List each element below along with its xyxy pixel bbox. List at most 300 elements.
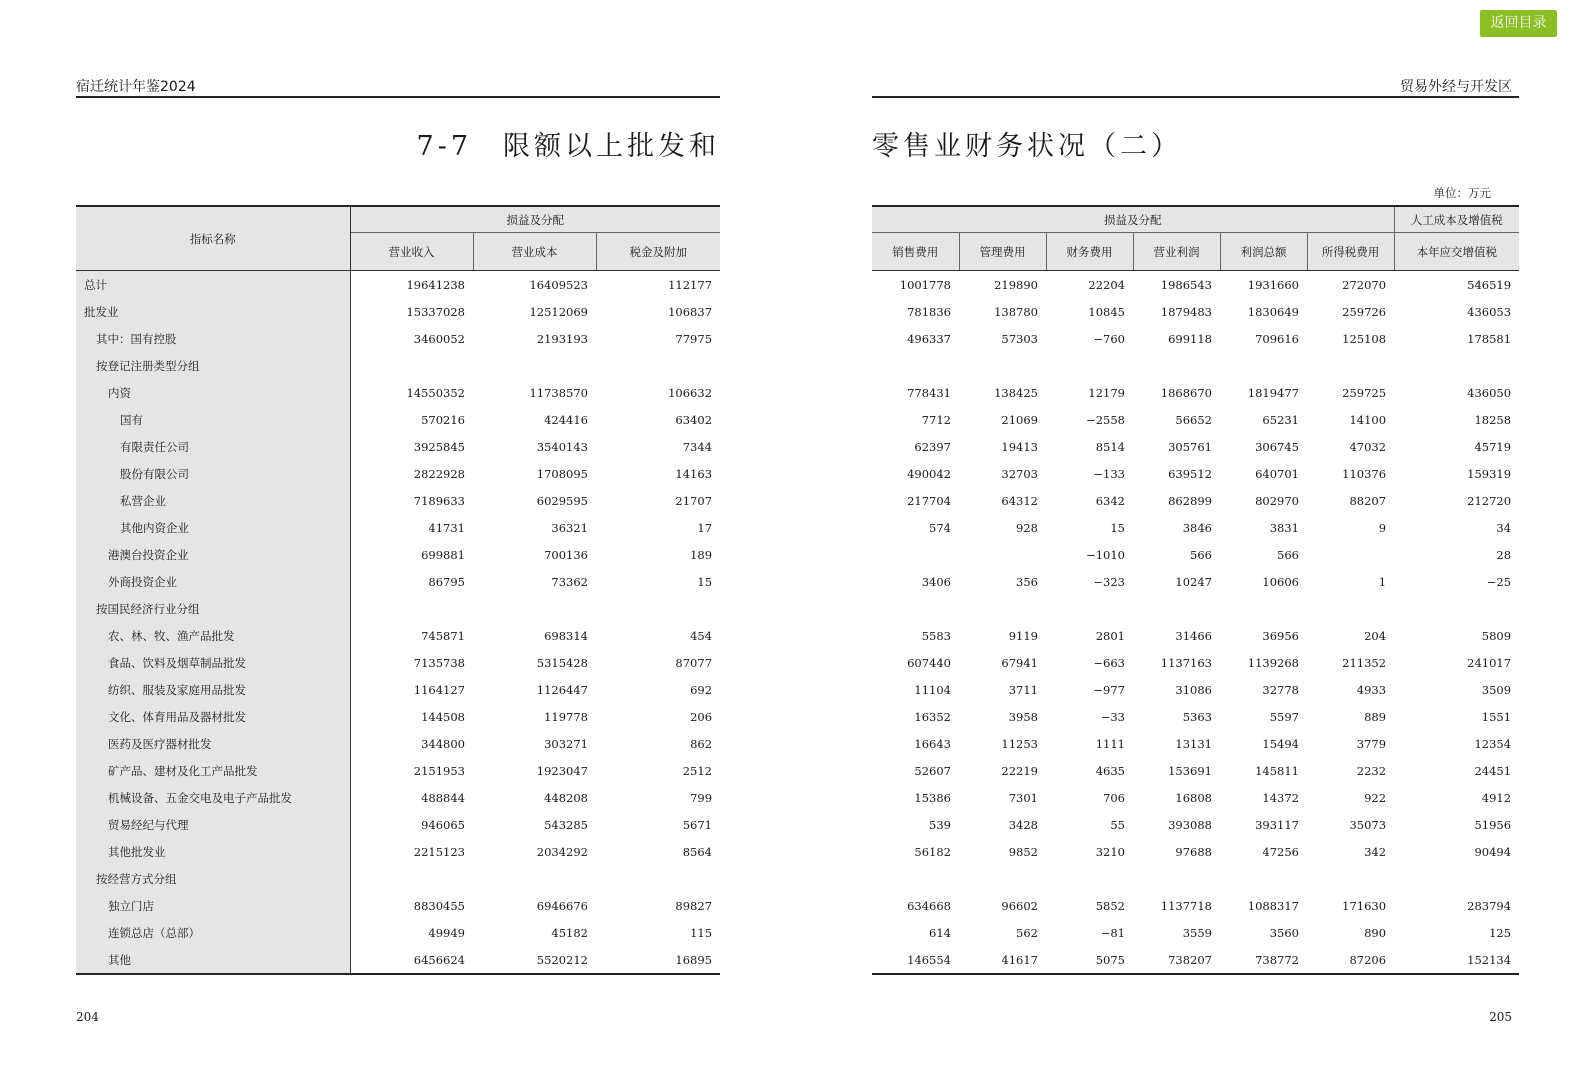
row-label: 股份有限公司 bbox=[76, 460, 350, 487]
table-cell: 89827 bbox=[675, 898, 713, 913]
table-cell: 4912 bbox=[1481, 790, 1512, 805]
table-cell: 144508 bbox=[421, 709, 465, 724]
row-label: 食品、饮料及烟草制品批发 bbox=[76, 649, 350, 676]
table-cell: 41731 bbox=[428, 520, 465, 535]
table-row bbox=[872, 541, 1519, 568]
table-cell: 97688 bbox=[1175, 844, 1212, 859]
table-cell: 15 bbox=[697, 574, 713, 589]
table-cell: 153691 bbox=[1168, 763, 1212, 778]
table-cell: 1137163 bbox=[1160, 655, 1212, 670]
row-label: 外商投资企业 bbox=[76, 568, 350, 595]
table-cell bbox=[1307, 541, 1394, 568]
table-cell: 146554 bbox=[907, 952, 951, 967]
table-cell: 3406 bbox=[921, 574, 951, 589]
table-cell: 699881 bbox=[421, 547, 465, 562]
table-row bbox=[872, 784, 1519, 811]
table-cell: 21069 bbox=[1001, 412, 1038, 427]
table-cell: 12179 bbox=[1088, 385, 1125, 400]
table-row bbox=[872, 379, 1519, 406]
row-label: 机械设备、五金交电及电子产品批发 bbox=[76, 784, 350, 811]
table-cell: 67941 bbox=[1001, 655, 1038, 670]
table-row bbox=[76, 541, 720, 568]
table-cell: 3560 bbox=[1269, 925, 1299, 940]
table-cell: 393117 bbox=[1255, 817, 1299, 832]
header-rule-left bbox=[76, 96, 720, 98]
table-cell bbox=[1394, 595, 1519, 622]
table-cell: −663 bbox=[1093, 655, 1125, 670]
table-row bbox=[872, 352, 1519, 379]
table-cell bbox=[959, 865, 1046, 892]
row-label: 文化、体育用品及器材批发 bbox=[76, 703, 350, 730]
table-cell: 5363 bbox=[1182, 709, 1212, 724]
table-cell: 342 bbox=[1364, 844, 1387, 859]
table-cell: 781836 bbox=[907, 304, 951, 319]
table-cell: 241017 bbox=[1467, 655, 1512, 670]
left-data-table bbox=[76, 205, 720, 975]
table-row bbox=[872, 838, 1519, 865]
table-cell: 119778 bbox=[544, 709, 588, 724]
row-label: 总计 bbox=[76, 271, 350, 299]
col-vat-header: 本年应交增值税 bbox=[1394, 233, 1519, 271]
table-cell: 10845 bbox=[1088, 304, 1125, 319]
table-row bbox=[76, 892, 720, 919]
col-admin-expense-header: 管理费用 bbox=[959, 233, 1046, 271]
col-tax-header: 税金及附加 bbox=[596, 233, 720, 271]
table-cell: −133 bbox=[1093, 466, 1125, 481]
row-label: 纺织、服装及家庭用品批发 bbox=[76, 676, 350, 703]
table-cell: 3428 bbox=[1008, 817, 1038, 832]
table-cell: 259726 bbox=[1342, 304, 1387, 319]
table-cell: −1010 bbox=[1086, 547, 1125, 562]
table-row bbox=[76, 784, 720, 811]
table-cell: 14163 bbox=[675, 466, 713, 481]
table-cell: 9 bbox=[1378, 520, 1387, 535]
table-cell: 6946676 bbox=[536, 898, 588, 913]
table-cell: 700136 bbox=[544, 547, 588, 562]
table-cell: 138425 bbox=[994, 385, 1038, 400]
table-cell: 90494 bbox=[1474, 844, 1512, 859]
table-cell: 259725 bbox=[1342, 385, 1387, 400]
table-cell: 454 bbox=[690, 628, 713, 643]
table-cell: 152134 bbox=[1467, 952, 1512, 967]
table-row bbox=[76, 595, 720, 622]
table-cell: 36321 bbox=[551, 520, 588, 535]
table-cell: 356 bbox=[1016, 574, 1038, 589]
table-row bbox=[76, 460, 720, 487]
table-row bbox=[872, 892, 1519, 919]
table-row bbox=[76, 568, 720, 595]
table-cell: 96602 bbox=[1001, 898, 1038, 913]
row-label: 有限责任公司 bbox=[76, 433, 350, 460]
table-cell: 802970 bbox=[1255, 493, 1299, 508]
row-label: 农、林、牧、渔产品批发 bbox=[76, 622, 350, 649]
table-cell: 640701 bbox=[1255, 466, 1299, 481]
table-row bbox=[872, 595, 1519, 622]
table-cell: 22219 bbox=[1001, 763, 1038, 778]
table-cell: 12354 bbox=[1474, 736, 1512, 751]
table-cell: 1001778 bbox=[899, 277, 951, 292]
table-cell: 49949 bbox=[428, 925, 465, 940]
table-cell: 738207 bbox=[1168, 952, 1212, 967]
table-row bbox=[872, 865, 1519, 892]
table-cell: 709616 bbox=[1255, 331, 1299, 346]
table-cell: 178581 bbox=[1467, 331, 1512, 346]
table-cell: −323 bbox=[1093, 574, 1125, 589]
table-cell: 5671 bbox=[682, 817, 713, 832]
table-cell: 1164127 bbox=[413, 682, 465, 697]
table-cell: 639512 bbox=[1168, 466, 1212, 481]
table-row bbox=[76, 676, 720, 703]
table-cell: 5315428 bbox=[536, 655, 588, 670]
table-cell: 159319 bbox=[1467, 466, 1512, 481]
table-cell: 9852 bbox=[1008, 844, 1038, 859]
table-cell: 8514 bbox=[1095, 439, 1125, 454]
table-row bbox=[76, 703, 720, 730]
table-cell: 570216 bbox=[421, 412, 465, 427]
table-cell bbox=[872, 865, 959, 892]
table-cell: 171630 bbox=[1342, 898, 1387, 913]
table-cell: 11738570 bbox=[529, 385, 588, 400]
col-finance-expense-header: 财务费用 bbox=[1046, 233, 1133, 271]
table-cell: 4933 bbox=[1356, 682, 1387, 697]
table-cell: 692 bbox=[690, 682, 713, 697]
table-cell: 88207 bbox=[1349, 493, 1387, 508]
table-cell: 6029595 bbox=[536, 493, 588, 508]
table-cell: −81 bbox=[1100, 925, 1125, 940]
table-cell: 305761 bbox=[1168, 439, 1212, 454]
table-cell: 2215123 bbox=[413, 844, 465, 859]
table-row bbox=[872, 946, 1519, 974]
col-operating-profit-header: 营业利润 bbox=[1133, 233, 1220, 271]
table-cell: 110376 bbox=[1342, 466, 1387, 481]
table-cell: 1819477 bbox=[1247, 385, 1299, 400]
table-cell: 18258 bbox=[1474, 412, 1512, 427]
table-row bbox=[872, 487, 1519, 514]
table-cell bbox=[596, 352, 720, 379]
col-cost-header: 营业成本 bbox=[473, 233, 596, 271]
table-cell: 2232 bbox=[1356, 763, 1387, 778]
table-cell: 36956 bbox=[1262, 628, 1299, 643]
table-cell bbox=[473, 865, 596, 892]
table-cell: 15386 bbox=[914, 790, 951, 805]
table-cell: 448208 bbox=[544, 790, 588, 805]
table-cell: 62397 bbox=[914, 439, 951, 454]
col-revenue-header: 营业收入 bbox=[350, 233, 473, 271]
table-cell: 3540143 bbox=[536, 439, 588, 454]
table-cell: 7712 bbox=[921, 412, 951, 427]
table-cell: 15494 bbox=[1262, 736, 1299, 751]
table-cell: 41617 bbox=[1001, 952, 1038, 967]
table-cell bbox=[1220, 595, 1307, 622]
table-row bbox=[76, 946, 720, 974]
table-cell: 496337 bbox=[907, 331, 951, 346]
table-row bbox=[76, 379, 720, 406]
table-cell: 189 bbox=[690, 547, 713, 562]
table-cell: 3559 bbox=[1182, 925, 1212, 940]
table-cell: 8564 bbox=[682, 844, 713, 859]
table-cell: 1126447 bbox=[536, 682, 588, 697]
table-cell: 125 bbox=[1489, 925, 1512, 940]
table-cell bbox=[350, 352, 473, 379]
table-cell: 2193193 bbox=[536, 331, 588, 346]
table-cell: 34 bbox=[1496, 520, 1512, 535]
table-cell bbox=[473, 595, 596, 622]
table-row bbox=[76, 325, 720, 352]
table-cell: 5597 bbox=[1269, 709, 1299, 724]
row-label: 按登记注册类型分组 bbox=[76, 352, 350, 379]
row-label: 港澳台投资企业 bbox=[76, 541, 350, 568]
table-row bbox=[872, 514, 1519, 541]
table-row bbox=[76, 919, 720, 946]
section-title: 贸易外经与开发区 bbox=[1400, 79, 1512, 95]
page-number-left: 204 bbox=[76, 1010, 99, 1024]
table-cell: 1931660 bbox=[1247, 277, 1299, 292]
table-cell: 14372 bbox=[1262, 790, 1299, 805]
table-cell bbox=[1133, 595, 1220, 622]
table-row bbox=[76, 514, 720, 541]
table-cell: 928 bbox=[1016, 520, 1038, 535]
table-row bbox=[76, 487, 720, 514]
table-row bbox=[76, 730, 720, 757]
table-cell bbox=[1046, 595, 1133, 622]
table-cell: 566 bbox=[1190, 547, 1212, 562]
table-cell: 22204 bbox=[1088, 277, 1125, 292]
table-cell: 699118 bbox=[1168, 331, 1212, 346]
table-cell bbox=[350, 865, 473, 892]
table-cell: 32778 bbox=[1262, 682, 1299, 697]
table-cell: 3509 bbox=[1481, 682, 1512, 697]
table-cell: 393088 bbox=[1168, 817, 1212, 832]
table-cell: 1137718 bbox=[1160, 898, 1212, 913]
col-sales-expense-header: 销售费用 bbox=[872, 233, 959, 271]
table-cell: 5583 bbox=[921, 628, 951, 643]
table-cell: 64312 bbox=[1001, 493, 1038, 508]
table-cell: 15 bbox=[1110, 520, 1125, 535]
table-cell: 490042 bbox=[907, 466, 951, 481]
table-cell: 115 bbox=[690, 925, 713, 940]
table-cell: 1986543 bbox=[1160, 277, 1212, 292]
table-cell: 3958 bbox=[1008, 709, 1038, 724]
table-row bbox=[76, 838, 720, 865]
table-cell bbox=[1307, 352, 1394, 379]
table-cell: 862 bbox=[690, 736, 713, 751]
row-label: 批发业 bbox=[76, 298, 350, 325]
table-cell: 1 bbox=[1378, 574, 1387, 589]
table-cell: 28 bbox=[1496, 547, 1512, 562]
table-cell: 1868670 bbox=[1160, 385, 1212, 400]
labor-cost-vat-header: 人工成本及增值税 bbox=[1394, 206, 1519, 233]
table-cell: 303271 bbox=[544, 736, 588, 751]
table-cell: 2151953 bbox=[413, 763, 465, 778]
table-cell bbox=[1046, 865, 1133, 892]
table-cell: 11104 bbox=[914, 682, 951, 697]
table-cell: 738772 bbox=[1255, 952, 1299, 967]
table-cell: 31086 bbox=[1175, 682, 1212, 697]
table-cell: 56182 bbox=[914, 844, 951, 859]
table-cell: 24451 bbox=[1474, 763, 1512, 778]
table-cell: 12512069 bbox=[529, 304, 588, 319]
table-row bbox=[872, 703, 1519, 730]
table-cell: 2801 bbox=[1095, 628, 1125, 643]
table-cell: 19413 bbox=[1001, 439, 1038, 454]
table-cell: 1139268 bbox=[1247, 655, 1299, 670]
table-cell: 4635 bbox=[1095, 763, 1125, 778]
table-cell: 35073 bbox=[1349, 817, 1387, 832]
table-cell: 212720 bbox=[1467, 493, 1512, 508]
table-cell: 889 bbox=[1364, 709, 1387, 724]
table-cell bbox=[596, 595, 720, 622]
table-cell bbox=[1307, 865, 1394, 892]
page-number-right: 205 bbox=[1489, 1010, 1512, 1024]
table-row bbox=[76, 622, 720, 649]
table-cell: 55 bbox=[1110, 817, 1125, 832]
row-label: 按经营方式分组 bbox=[76, 865, 350, 892]
table-cell: −760 bbox=[1093, 331, 1125, 346]
table-row bbox=[76, 406, 720, 433]
table-cell bbox=[350, 595, 473, 622]
table-cell: 21707 bbox=[675, 493, 713, 508]
table-cell: −2558 bbox=[1086, 412, 1125, 427]
col-income-tax-header: 所得税费用 bbox=[1307, 233, 1394, 271]
table-cell: 106837 bbox=[668, 304, 713, 319]
table-row bbox=[872, 676, 1519, 703]
table-cell: 946065 bbox=[421, 817, 465, 832]
table-cell bbox=[1046, 352, 1133, 379]
table-cell: −33 bbox=[1100, 709, 1125, 724]
table-cell bbox=[872, 541, 959, 568]
table-cell: 3846 bbox=[1182, 520, 1212, 535]
table-cell bbox=[1220, 352, 1307, 379]
table-cell: −977 bbox=[1093, 682, 1125, 697]
table-cell: 3779 bbox=[1356, 736, 1387, 751]
table-cell: 436053 bbox=[1467, 304, 1512, 319]
table-row bbox=[872, 730, 1519, 757]
table-cell: 16808 bbox=[1175, 790, 1212, 805]
table-cell: −25 bbox=[1486, 574, 1512, 589]
table-cell: 2822928 bbox=[413, 466, 465, 481]
table-cell bbox=[872, 595, 959, 622]
yearbook-title: 宿迁统计年鉴2024 bbox=[76, 79, 196, 95]
table-cell: 7301 bbox=[1008, 790, 1038, 805]
table-cell: 5809 bbox=[1481, 628, 1512, 643]
table-cell: 1923047 bbox=[536, 763, 588, 778]
row-label: 医药及医疗器材批发 bbox=[76, 730, 350, 757]
table-row bbox=[872, 649, 1519, 676]
table-row bbox=[872, 568, 1519, 595]
table-cell: 14100 bbox=[1349, 412, 1387, 427]
table-row bbox=[76, 433, 720, 460]
table-cell: 574 bbox=[929, 520, 951, 535]
table-cell: 63402 bbox=[675, 412, 713, 427]
table-row bbox=[76, 649, 720, 676]
profit-distribution-header: 损益及分配 bbox=[350, 206, 720, 233]
table-row bbox=[76, 352, 720, 379]
table-cell: 3711 bbox=[1008, 682, 1038, 697]
table-cell: 1708095 bbox=[536, 466, 588, 481]
table-cell: 219890 bbox=[994, 277, 1038, 292]
table-cell: 543285 bbox=[544, 817, 588, 832]
table-cell bbox=[959, 541, 1046, 568]
row-label: 私营企业 bbox=[76, 487, 350, 514]
table-cell: 1088317 bbox=[1247, 898, 1299, 913]
table-row bbox=[872, 757, 1519, 784]
header-rule-right bbox=[872, 96, 1519, 98]
table-cell: 51956 bbox=[1474, 817, 1512, 832]
table-cell: 16895 bbox=[675, 952, 713, 967]
table-cell: 2512 bbox=[682, 763, 713, 778]
table-cell bbox=[1133, 865, 1220, 892]
table-cell: 3460052 bbox=[413, 331, 465, 346]
table-cell: 1551 bbox=[1481, 709, 1512, 724]
table-cell: 539 bbox=[929, 817, 951, 832]
table-cell: 145811 bbox=[1255, 763, 1299, 778]
table-row bbox=[76, 271, 720, 299]
row-label: 其他批发业 bbox=[76, 838, 350, 865]
table-cell: 32703 bbox=[1001, 466, 1038, 481]
back-to-contents-button[interactable]: 返回目录 bbox=[1480, 10, 1557, 37]
table-row bbox=[872, 919, 1519, 946]
table-cell: 614 bbox=[929, 925, 951, 940]
table-cell: 9119 bbox=[1008, 628, 1038, 643]
table-cell: 47032 bbox=[1349, 439, 1387, 454]
table-cell: 778431 bbox=[907, 385, 951, 400]
table-cell: 7189633 bbox=[413, 493, 465, 508]
table-cell: 86795 bbox=[428, 574, 465, 589]
table-cell: 306745 bbox=[1255, 439, 1299, 454]
table-row bbox=[76, 757, 720, 784]
table-row bbox=[76, 298, 720, 325]
table-cell: 5852 bbox=[1095, 898, 1125, 913]
table-cell bbox=[1133, 352, 1220, 379]
table-cell: 3925845 bbox=[413, 439, 465, 454]
table-cell: 5075 bbox=[1095, 952, 1125, 967]
table-cell: 52607 bbox=[914, 763, 951, 778]
table-row bbox=[76, 811, 720, 838]
table-row bbox=[872, 325, 1519, 352]
row-label: 连锁总店（总部） bbox=[76, 919, 350, 946]
table-title-right: 零售业财务状况（二） bbox=[872, 131, 1182, 162]
table-cell: 283794 bbox=[1467, 898, 1512, 913]
table-cell bbox=[473, 352, 596, 379]
row-label: 国有 bbox=[76, 406, 350, 433]
table-cell: 745871 bbox=[421, 628, 465, 643]
table-cell: 19641238 bbox=[406, 277, 465, 292]
table-cell: 73362 bbox=[551, 574, 588, 589]
table-row bbox=[872, 622, 1519, 649]
table-cell: 106632 bbox=[668, 385, 713, 400]
table-cell bbox=[959, 595, 1046, 622]
table-cell: 6456624 bbox=[413, 952, 465, 967]
table-cell: 1879483 bbox=[1160, 304, 1212, 319]
table-cell: 125108 bbox=[1342, 331, 1387, 346]
table-cell: 11253 bbox=[1001, 736, 1038, 751]
row-label: 按国民经济行业分组 bbox=[76, 595, 350, 622]
table-cell: 112177 bbox=[668, 277, 713, 292]
row-label: 其中：国有控股 bbox=[76, 325, 350, 352]
table-cell: 566 bbox=[1277, 547, 1299, 562]
table-cell: 562 bbox=[1016, 925, 1038, 940]
table-cell: 16352 bbox=[914, 709, 951, 724]
table-row bbox=[872, 460, 1519, 487]
table-cell: 3210 bbox=[1095, 844, 1125, 859]
table-row bbox=[872, 271, 1519, 299]
table-cell: 8830455 bbox=[413, 898, 465, 913]
table-cell: 17 bbox=[697, 520, 713, 535]
table-cell: 45719 bbox=[1474, 439, 1512, 454]
table-cell: 47256 bbox=[1262, 844, 1299, 859]
table-cell: 1830649 bbox=[1247, 304, 1299, 319]
table-row bbox=[872, 298, 1519, 325]
